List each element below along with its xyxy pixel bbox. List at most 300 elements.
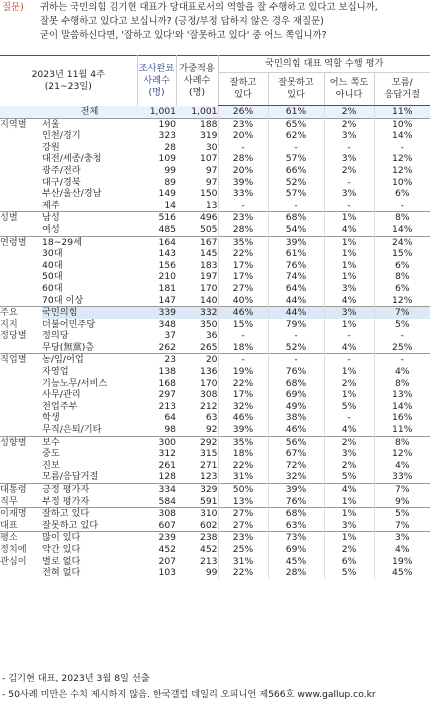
group-label [0, 567, 42, 579]
actual-sample-cell: 607 [158, 519, 177, 531]
value-cell: 1% [324, 236, 374, 248]
table-row [0, 366, 430, 378]
table-row [0, 354, 430, 366]
value-cell: 12% [374, 448, 430, 460]
value-cell: 3% [324, 153, 374, 165]
value-cell: 4% [374, 366, 430, 378]
group-label: 성향별 [0, 436, 42, 448]
group-label: 이재명 [0, 508, 42, 520]
evaluation-header: 국민의힘 대표 역할 수행 평가 [218, 56, 430, 73]
group-label [0, 130, 42, 142]
table-row [0, 342, 430, 354]
value-cell: 6% [374, 188, 430, 200]
weighted-sample-cell: 319 [199, 130, 218, 142]
actual-sample-cell: 181 [158, 282, 177, 294]
weighted-sample-cell: 591 [199, 495, 218, 507]
value-cell: 18% [218, 448, 268, 460]
value-cell: 46% [218, 412, 268, 424]
table-row [0, 236, 430, 248]
value-cell: 8% [374, 436, 430, 448]
value-cell: 68% [268, 508, 324, 520]
row-label: 강원 [42, 141, 60, 153]
row-label: 국민의힘 [42, 307, 137, 319]
group-label [0, 366, 42, 378]
value-cell: 61% [268, 106, 324, 119]
footer-note: - 김기현 대표, 2023년 3월 8일 선출 [2, 673, 150, 684]
eval-col-header: 잘하고 있다 [218, 73, 268, 106]
weighted-sample-cell: 97 [205, 164, 218, 176]
row-label: 농/임/어업 [42, 354, 137, 366]
value-cell: 1% [324, 532, 374, 544]
value-cell: 3% [324, 448, 374, 460]
value-cell: 28% [268, 567, 324, 579]
weighted-sample-cell: 332 [176, 307, 218, 319]
row-label: 학생 [42, 412, 60, 424]
row-label: 70대 이상 [42, 294, 84, 306]
value-cell: 4% [324, 295, 374, 307]
group-label [0, 448, 42, 460]
value-cell: 13% [374, 389, 430, 401]
value-cell: 17% [218, 389, 268, 401]
actual-sample-cell: 516 [137, 212, 176, 224]
value-cell: 6% [324, 556, 374, 568]
value-cell: 5% [374, 508, 430, 520]
value-cell: 22% [218, 248, 268, 260]
question-line: 귀하는 국민의힘 김기현 대표가 당대표로서의 역할을 잘 수행하고 있다고 보십니까, [40, 2, 378, 13]
actual-sample-cell: 99 [164, 164, 177, 176]
group-label [0, 177, 42, 189]
row-label: 40대 [42, 259, 63, 271]
actual-sample-cell: 584 [158, 495, 177, 507]
row-label: 전업주부 [42, 400, 78, 412]
value-cell: 2% [324, 460, 374, 472]
value-cell: - [218, 330, 268, 342]
eval-col-header: 모름/ 응답거절 [374, 73, 430, 106]
value-cell: 52% [268, 342, 324, 354]
actual-sample-cell: 210 [158, 271, 177, 283]
row-label: 대전/세종/충청 [42, 153, 102, 165]
value-cell: 74% [268, 271, 324, 283]
group-label: 주요 [0, 307, 42, 319]
value-cell: 46% [268, 424, 324, 436]
actual-sample-cell: 207 [158, 555, 177, 567]
value-cell: 13% [218, 496, 268, 508]
value-cell: 56% [268, 436, 324, 448]
group-label [0, 471, 42, 483]
group-label [0, 295, 42, 307]
value-cell: 50% [218, 484, 268, 496]
actual-sample-cell: 339 [137, 307, 176, 319]
group-label [0, 342, 42, 354]
value-cell: 8% [374, 212, 430, 224]
value-cell: 31% [218, 471, 268, 483]
table-row [0, 567, 430, 579]
value-cell: 2% [324, 118, 374, 130]
row-label: 30대 [42, 248, 63, 260]
value-cell: 49% [268, 401, 324, 413]
weighted-sample-cell: 170 [199, 377, 218, 389]
weighted-sample-cell: 329 [176, 484, 218, 496]
group-label [0, 412, 42, 424]
value-cell: 1% [324, 248, 374, 260]
weighted-sample-cell: 13 [205, 199, 218, 211]
actual-sample-cell: 37 [164, 330, 177, 342]
group-label [0, 106, 42, 119]
weighted-sample-cell: 123 [199, 471, 218, 483]
actual-sample-cell: 168 [158, 377, 177, 389]
eval-col-header: 어느 쪽도 아니다 [324, 73, 374, 106]
row-label: 제주 [42, 199, 60, 211]
value-cell: 4% [324, 424, 374, 436]
group-label [0, 389, 42, 401]
actual-sample-cell: 190 [137, 118, 176, 130]
table-row [0, 188, 430, 200]
table-row [0, 520, 430, 532]
row-label: 자영업 [42, 366, 69, 378]
row-label: 인천/경기 [42, 130, 81, 142]
weighted-sample-cell: 140 [199, 294, 218, 306]
value-cell: - [374, 200, 430, 212]
value-cell: 5% [324, 401, 374, 413]
row-label: 60대 [42, 282, 63, 294]
value-cell: 68% [268, 378, 324, 390]
value-cell: 2% [324, 544, 374, 556]
group-label: 직무 [0, 495, 18, 507]
group-label: 관심이 [0, 555, 27, 567]
value-cell: 27% [218, 508, 268, 520]
table-row [0, 106, 430, 119]
weighted-sample-cell: 99 [205, 567, 218, 579]
table-row [0, 224, 430, 236]
value-cell: 57% [268, 188, 324, 200]
row-label: 더불어민주당 [42, 318, 96, 330]
row-label: 대구/경북 [42, 176, 81, 188]
row-label: 서울 [42, 118, 137, 130]
table-row [0, 436, 430, 448]
table-row [0, 424, 430, 436]
value-cell: 1% [324, 389, 374, 401]
row-label: 여성 [42, 223, 60, 235]
value-cell: - [268, 330, 324, 342]
value-cell: 20% [218, 165, 268, 177]
row-label: 긍정 평가자 [42, 484, 137, 496]
row-label: 잘하고 있다 [42, 508, 137, 520]
value-cell: 1% [324, 508, 374, 520]
group-label [0, 283, 42, 295]
value-cell: 35% [218, 236, 268, 248]
value-cell: 44% [268, 307, 324, 319]
actual-sample-cell: 149 [158, 188, 177, 200]
weighted-sample-cell: 92 [205, 424, 218, 436]
value-cell: 20% [218, 130, 268, 142]
value-cell: 27% [218, 283, 268, 295]
actual-sample-cell: 312 [158, 448, 177, 460]
table-body [0, 106, 430, 579]
value-cell: 1% [324, 496, 374, 508]
value-cell: 4% [374, 544, 430, 556]
group-label [0, 460, 42, 472]
value-cell: 4% [324, 484, 374, 496]
survey-table [0, 55, 430, 579]
actual-sample-cell: 109 [158, 153, 177, 165]
footer-note: - 50사례 미만은 수치 제시하지 않음. 한국갤럽 데일리 오피니언 제566호 www.gallup.co.kr [2, 689, 376, 700]
group-label: 지지 [0, 318, 18, 330]
weighted-sample-cell: 136 [199, 366, 218, 378]
actual-sample-cell: 261 [158, 459, 177, 471]
value-cell: 73% [268, 532, 324, 544]
group-label [0, 165, 42, 177]
value-cell: - [268, 354, 324, 366]
weighted-sample-cell: 197 [199, 271, 218, 283]
value-cell: 11% [374, 106, 430, 119]
value-cell: - [324, 354, 374, 366]
table-row [0, 471, 430, 483]
actual-sample-header: 조사완료 사례수 (명) [137, 56, 176, 106]
value-cell: 63% [268, 520, 324, 532]
value-cell: - [218, 142, 268, 154]
row-label: 50대 [42, 271, 63, 283]
value-cell: 12% [374, 295, 430, 307]
actual-sample-cell: 239 [137, 532, 176, 544]
value-cell: 12% [374, 165, 430, 177]
value-cell: 61% [268, 248, 324, 260]
value-cell: 22% [218, 378, 268, 390]
group-label: 대표 [0, 519, 18, 531]
weighted-sample-cell: 30 [205, 141, 218, 153]
value-cell: 5% [324, 471, 374, 483]
actual-sample-cell: 138 [158, 366, 177, 378]
value-cell: 22% [218, 567, 268, 579]
value-cell: 7% [374, 484, 430, 496]
weighted-sample-cell: 505 [199, 223, 218, 235]
value-cell: 69% [268, 389, 324, 401]
footer-notes [0, 671, 430, 703]
value-cell: 8% [374, 378, 430, 390]
row-label: 보수 [42, 436, 137, 448]
value-cell: 76% [268, 496, 324, 508]
period-header: 2023년 11월 4주 (21~23일) [31, 68, 105, 92]
actual-sample-cell: 300 [137, 436, 176, 448]
value-cell: - [268, 142, 324, 154]
value-cell: - [218, 354, 268, 366]
value-cell: 32% [268, 471, 324, 483]
row-label: 부산/울산/경남 [42, 188, 102, 200]
value-cell: 3% [324, 130, 374, 142]
actual-sample-cell: 323 [158, 130, 177, 142]
table-row [0, 532, 430, 544]
value-cell: 57% [268, 153, 324, 165]
value-cell: 68% [268, 212, 324, 224]
weighted-sample-cell: 350 [199, 318, 218, 330]
weighted-sample-cell: 212 [199, 400, 218, 412]
row-label: 광주/전라 [42, 164, 81, 176]
group-label: 연령별 [0, 236, 42, 248]
group-label [0, 248, 42, 260]
weighted-sample-cell: 63 [205, 412, 218, 424]
value-cell: 6% [374, 283, 430, 295]
value-cell: 44% [268, 295, 324, 307]
value-cell: 11% [374, 424, 430, 436]
value-cell: 8% [374, 271, 430, 283]
value-cell: 69% [268, 544, 324, 556]
weighted-sample-cell: 188 [176, 118, 218, 130]
value-cell: 28% [218, 153, 268, 165]
group-label [0, 200, 42, 212]
actual-sample-cell: 143 [158, 248, 177, 260]
value-cell: 7% [374, 520, 430, 532]
table-row [0, 496, 430, 508]
value-cell: - [268, 200, 324, 212]
value-cell: - [324, 412, 374, 424]
row-label: 사무/관리 [42, 389, 81, 401]
value-cell: 38% [268, 412, 324, 424]
table-row [0, 260, 430, 272]
group-label [0, 271, 42, 283]
value-cell: 1% [324, 212, 374, 224]
table-row [0, 378, 430, 390]
group-label [0, 424, 42, 436]
value-cell: 15% [218, 319, 268, 331]
value-cell: 23% [218, 532, 268, 544]
row-label: 많이 있다 [42, 532, 137, 544]
value-cell: 23% [218, 212, 268, 224]
table-row [0, 389, 430, 401]
value-cell: 1% [324, 260, 374, 272]
actual-sample-cell: 98 [164, 424, 177, 436]
group-label: 대통령 [0, 484, 42, 496]
value-cell: 9% [374, 496, 430, 508]
value-cell: 28% [218, 224, 268, 236]
value-cell: 64% [268, 283, 324, 295]
row-label: 전혀 없다 [42, 567, 81, 579]
question-label: 질문) [2, 2, 24, 13]
actual-sample-cell: 14 [164, 199, 177, 211]
row-label: 전체 [42, 106, 137, 119]
row-label: 중도 [42, 448, 60, 460]
actual-sample-cell: 213 [158, 400, 177, 412]
table-row [0, 142, 430, 154]
weighted-sample-cell: 97 [205, 176, 218, 188]
table-row [0, 165, 430, 177]
question-line: 잘못 수행하고 있다고 보십니까? (긍정/부정 답하지 않은 경우 재질문) [40, 16, 324, 27]
weighted-sample-cell: 602 [199, 519, 218, 531]
value-cell: 3% [374, 532, 430, 544]
table-row [0, 271, 430, 283]
actual-sample-cell: 103 [158, 567, 177, 579]
weighted-sample-cell: 170 [199, 282, 218, 294]
value-cell: 6% [374, 260, 430, 272]
group-label [0, 142, 42, 154]
table-row [0, 319, 430, 331]
actual-sample-cell: 485 [158, 223, 177, 235]
value-cell: 45% [268, 556, 324, 568]
eval-col-header: 잘못하고 있다 [268, 73, 324, 106]
value-cell: 14% [374, 130, 430, 142]
actual-sample-cell: 23 [137, 354, 176, 366]
row-label: 정의당 [42, 330, 69, 342]
row-label: 별로 없다 [42, 555, 81, 567]
weighted-sample-cell: 1,001 [176, 106, 218, 119]
value-cell: 3% [324, 307, 374, 319]
group-label [0, 260, 42, 272]
actual-sample-cell: 452 [158, 543, 177, 555]
weighted-sample-cell: 167 [176, 236, 218, 248]
value-cell: - [324, 177, 374, 189]
value-cell: - [324, 330, 374, 342]
group-label: 정당별 [0, 330, 27, 342]
weighted-sample-cell: 310 [176, 508, 218, 520]
value-cell: 19% [374, 556, 430, 568]
table-row [0, 177, 430, 189]
table-row [0, 460, 430, 472]
table-row [0, 212, 430, 224]
row-label: 모름/응답거절 [42, 471, 99, 483]
value-cell: 39% [218, 177, 268, 189]
value-cell: - [324, 200, 374, 212]
value-cell: 14% [374, 401, 430, 413]
row-label: 기능노무/서비스 [42, 377, 108, 389]
value-cell: - [218, 200, 268, 212]
value-cell: 39% [268, 236, 324, 248]
actual-sample-cell: 348 [158, 318, 177, 330]
value-cell: 26% [218, 106, 268, 119]
row-label: 무직/은퇴/기타 [42, 424, 102, 436]
value-cell: 25% [374, 342, 430, 354]
value-cell: 25% [218, 544, 268, 556]
weighted-sample-cell: 107 [199, 153, 218, 165]
row-label: 잘못하고 있다 [42, 519, 99, 531]
table-row [0, 508, 430, 520]
table-row [0, 130, 430, 142]
value-cell: 7% [374, 307, 430, 319]
actual-sample-cell: 156 [158, 259, 177, 271]
actual-sample-cell: 147 [158, 294, 177, 306]
weighted-sample-cell: 238 [176, 532, 218, 544]
value-cell: 72% [268, 460, 324, 472]
weighted-sample-cell: 213 [199, 555, 218, 567]
value-cell: 76% [268, 260, 324, 272]
weighted-sample-cell: 315 [199, 448, 218, 460]
value-cell: 3% [324, 520, 374, 532]
value-cell: 39% [218, 424, 268, 436]
question-block [0, 0, 430, 58]
value-cell: - [324, 142, 374, 154]
value-cell: 18% [218, 342, 268, 354]
value-cell: 35% [218, 436, 268, 448]
actual-sample-cell: 64 [164, 412, 177, 424]
actual-sample-cell: 334 [137, 484, 176, 496]
group-label: 평소 [0, 532, 42, 544]
value-cell: 10% [374, 177, 430, 189]
group-label: 직업별 [0, 354, 42, 366]
value-cell: 3% [324, 283, 374, 295]
table-row [0, 248, 430, 260]
value-cell: 24% [374, 236, 430, 248]
value-cell: 2% [324, 436, 374, 448]
table-row [0, 307, 430, 319]
table-row [0, 200, 430, 212]
value-cell: 2% [324, 165, 374, 177]
value-cell: 23% [218, 118, 268, 130]
table-row [0, 412, 430, 424]
table-row [0, 330, 430, 342]
table-row [0, 401, 430, 413]
row-label: 남성 [42, 212, 137, 224]
actual-sample-cell: 262 [158, 341, 177, 353]
group-label [0, 188, 42, 200]
value-cell: 66% [268, 165, 324, 177]
row-label: 진보 [42, 459, 60, 471]
